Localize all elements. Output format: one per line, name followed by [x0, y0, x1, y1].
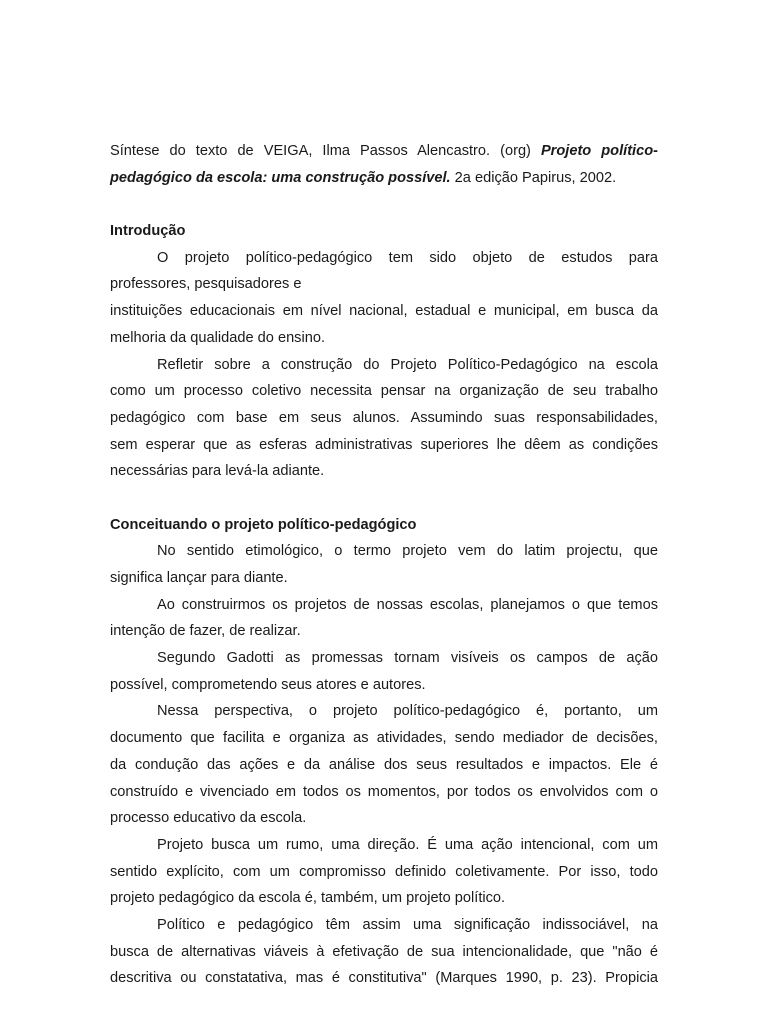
citation-title-part-1: Projeto político-	[540, 143, 658, 159]
paragraph-line: significa lançar para diante.	[110, 570, 288, 586]
paragraph-line: Político e pedagógico têm assim uma significação indissociável, na	[157, 916, 658, 933]
paragraph-line: instituições educacionais em nível nacional, estadual e municipal, em busca da	[110, 303, 658, 320]
paragraph-line: pedagógico com base em seus alunos. Assumindo suas responsabilidades,	[110, 409, 658, 426]
paragraph-line: processo educativo da escola.	[110, 810, 307, 827]
paragraph-line: intenção de fazer, de realizar.	[110, 623, 301, 640]
paragraph-line: da condução das ações e da análise dos seus resultados e impactos. Ele é	[110, 756, 658, 773]
citation-line-2	[110, 165, 658, 192]
section-heading-conceituando: Conceituando o projeto político-pedagógico	[110, 516, 417, 533]
paragraph-line: melhoria da qualidade do ensino.	[110, 329, 326, 346]
document-page	[110, 138, 658, 992]
paragraph-line: busca de alternativas viáveis à efetivação de sua intencionalidade, que "não é	[110, 943, 658, 960]
paragraph-line: professores, pesquisadores e	[110, 276, 302, 293]
paragraph-line: O projeto político-pedagógico tem sido objeto de estudos para	[157, 249, 658, 266]
paragraph-line: Ao construirmos os projetos de nossas escolas, planejamos o que temos	[157, 596, 658, 613]
paragraph-line: sentido explícito, com um compromisso definido coletivamente. Por isso, todo	[110, 863, 658, 880]
spacer	[110, 191, 658, 218]
paragraph-line: No sentido etimológico, o termo projeto vem do latim projectu, que	[157, 543, 658, 560]
section-heading-introducao: Introdução	[110, 223, 186, 240]
citation-line-1	[110, 138, 658, 165]
paragraph-line: sem esperar que as esferas administrativas superiores lhe dêem as condições	[110, 436, 658, 453]
paragraph-line: projeto pedagógico da escola é, também, um projeto político.	[110, 890, 506, 907]
paragraph-line: necessárias para levá-la adiante.	[110, 463, 325, 480]
spacer	[110, 485, 658, 512]
citation-prefix: Síntese do texto de VEIGA, Ilma Passos Alencastro. (org)	[110, 143, 541, 159]
paragraph-line: Nessa perspectiva, o projeto político-pedagógico é, portanto, um	[157, 703, 658, 720]
paragraph-line: Segundo Gadotti as promessas tornam visíveis os campos de ação	[157, 650, 658, 667]
paragraph-line: Refletir sobre a construção do Projeto Político-Pedagógico na escola	[157, 356, 658, 373]
paragraph-line: como um processo coletivo necessita pensar na organização de seu trabalho	[110, 383, 658, 400]
paragraph-line: Projeto busca um rumo, uma direção. É uma ação intencional, com um	[157, 836, 658, 853]
citation-suffix: 2a edição Papirus, 2002.	[450, 169, 617, 186]
paragraph-line: descritiva ou constatativa, mas é constitutiva" (Marques 1990, p. 23). Propicia	[110, 970, 658, 987]
paragraph-line: documento que facilita e organiza as atividades, sendo mediador de decisões,	[110, 730, 658, 747]
paragraph-line: possível, comprometendo seus atores e autores.	[110, 676, 426, 693]
citation-title-part-2: pedagógico da escola: uma construção possível.	[110, 169, 451, 186]
paragraph-line: construído e vivenciado em todos os momentos, por todos os envolvidos com o	[110, 783, 658, 800]
